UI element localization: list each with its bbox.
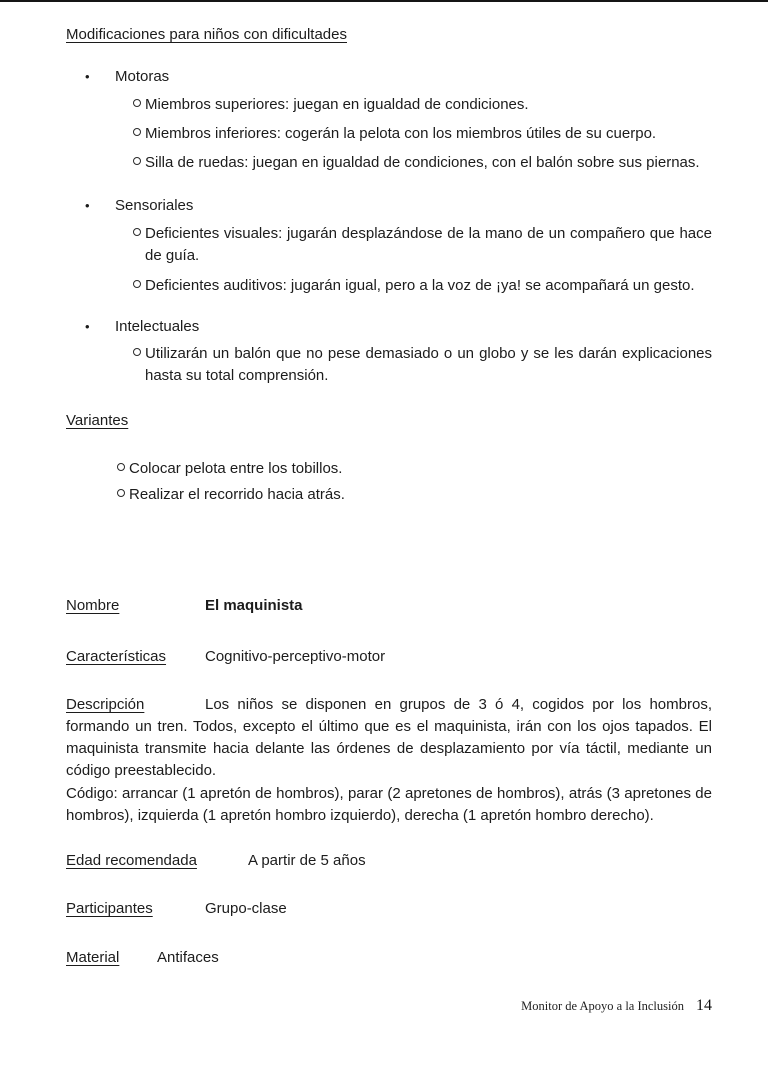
list-item: [66, 275, 712, 297]
list-item: [66, 458, 712, 480]
field-row-participantes: [66, 898, 712, 920]
list-item-text: Realizar el recorrido hacia atrás.: [129, 486, 345, 503]
list-item-text: Utilizarán un balón que no pese demasiado o un globo y se les darán explicaciones hasta su total comprensión.: [145, 345, 712, 384]
list-item-text: Colocar pelota entre los tobillos.: [129, 460, 343, 477]
field-label: Nombre: [66, 597, 120, 614]
field-value: A partir de 5 años: [248, 852, 366, 869]
field-value: El maquinista: [205, 597, 303, 614]
field-value: Cognitivo-perceptivo-motor: [205, 648, 386, 665]
heading-text: Modificaciones para niños con dificultades: [66, 26, 347, 43]
section-heading-variantes: [66, 410, 712, 432]
field-value: Los niños se disponen en grupos de 3 ó 4, cogidos por los hombros, formando un tren. Todos, excepto el último que es el maquinista, irán con los ojos tapados. El maquinista transmite hacia delante las órdenes de desplazamiento por vía táctil, mediante un código preestablecido.: [66, 696, 712, 779]
list-item: [66, 343, 712, 387]
field-row-caracteristicas: [66, 646, 712, 668]
field-label: Descripción: [66, 696, 145, 713]
bullet-dot-icon: •: [85, 198, 90, 213]
footer-title: Monitor de Apoyo a la Inclusión: [521, 999, 684, 1013]
list-item-sensoriales: [66, 195, 712, 217]
footer-page-number: 14: [696, 997, 712, 1014]
paragraph-text: Código: arrancar (1 apretón de hombros), parar (2 apretones de hombros), atrás (3 apretones de hombros), izquierda (1 apretón hombro izquierdo), derecha (1 apretón hombro derecho).: [66, 785, 712, 824]
circle-bullet-icon: [133, 99, 141, 107]
codigo-paragraph: [66, 783, 712, 827]
circle-bullet-icon: [117, 463, 125, 471]
field-row-nombre: [66, 595, 712, 617]
heading-text: Variantes: [66, 412, 129, 429]
circle-bullet-icon: [133, 348, 141, 356]
list-item: [66, 484, 712, 506]
circle-bullet-icon: [133, 228, 141, 236]
section-heading-modificaciones: [66, 24, 712, 46]
list-item-text: Deficientes visuales: jugarán desplazándose de la mano de un compañero que hace de guía.: [145, 225, 712, 264]
list-item-text: Silla de ruedas: juegan en igualdad de condiciones, con el balón sobre sus piernas.: [145, 154, 700, 171]
bullet-dot-icon: •: [85, 69, 90, 84]
list-item-intelectuales: [66, 316, 712, 338]
circle-bullet-icon: [133, 157, 141, 165]
list-item: [66, 152, 712, 174]
list-item-label: Intelectuales: [115, 318, 200, 335]
list-item: [66, 94, 712, 116]
list-item-text: Miembros superiores: juegan en igualdad de condiciones.: [145, 96, 529, 113]
page-top-edge-line: [0, 0, 768, 2]
field-row-edad: [66, 850, 712, 872]
list-item: [66, 223, 712, 267]
field-value: Grupo-clase: [205, 900, 287, 917]
circle-bullet-icon: [133, 280, 141, 288]
page-footer: [66, 998, 712, 1014]
circle-bullet-icon: [117, 489, 125, 497]
bullet-dot-icon: •: [85, 319, 90, 334]
field-label: Material: [66, 949, 120, 966]
field-label: Características: [66, 648, 167, 665]
list-item-label: Sensoriales: [115, 197, 194, 214]
list-item-text: Deficientes auditivos: jugarán igual, pero a la voz de ¡ya! se acompañará un gesto.: [145, 277, 695, 294]
circle-bullet-icon: [133, 128, 141, 136]
list-item-label: Motoras: [115, 68, 170, 85]
list-item-motoras: [66, 66, 712, 88]
list-item-text: Miembros inferiores: cogerán la pelota con los miembros útiles de su cuerpo.: [145, 125, 657, 142]
field-row-descripcion: [66, 694, 712, 782]
list-item: [66, 123, 712, 145]
field-label: Edad recomendada: [66, 852, 197, 869]
field-value: Antifaces: [157, 949, 219, 966]
field-row-material: [66, 947, 712, 969]
field-label: Participantes: [66, 900, 153, 917]
